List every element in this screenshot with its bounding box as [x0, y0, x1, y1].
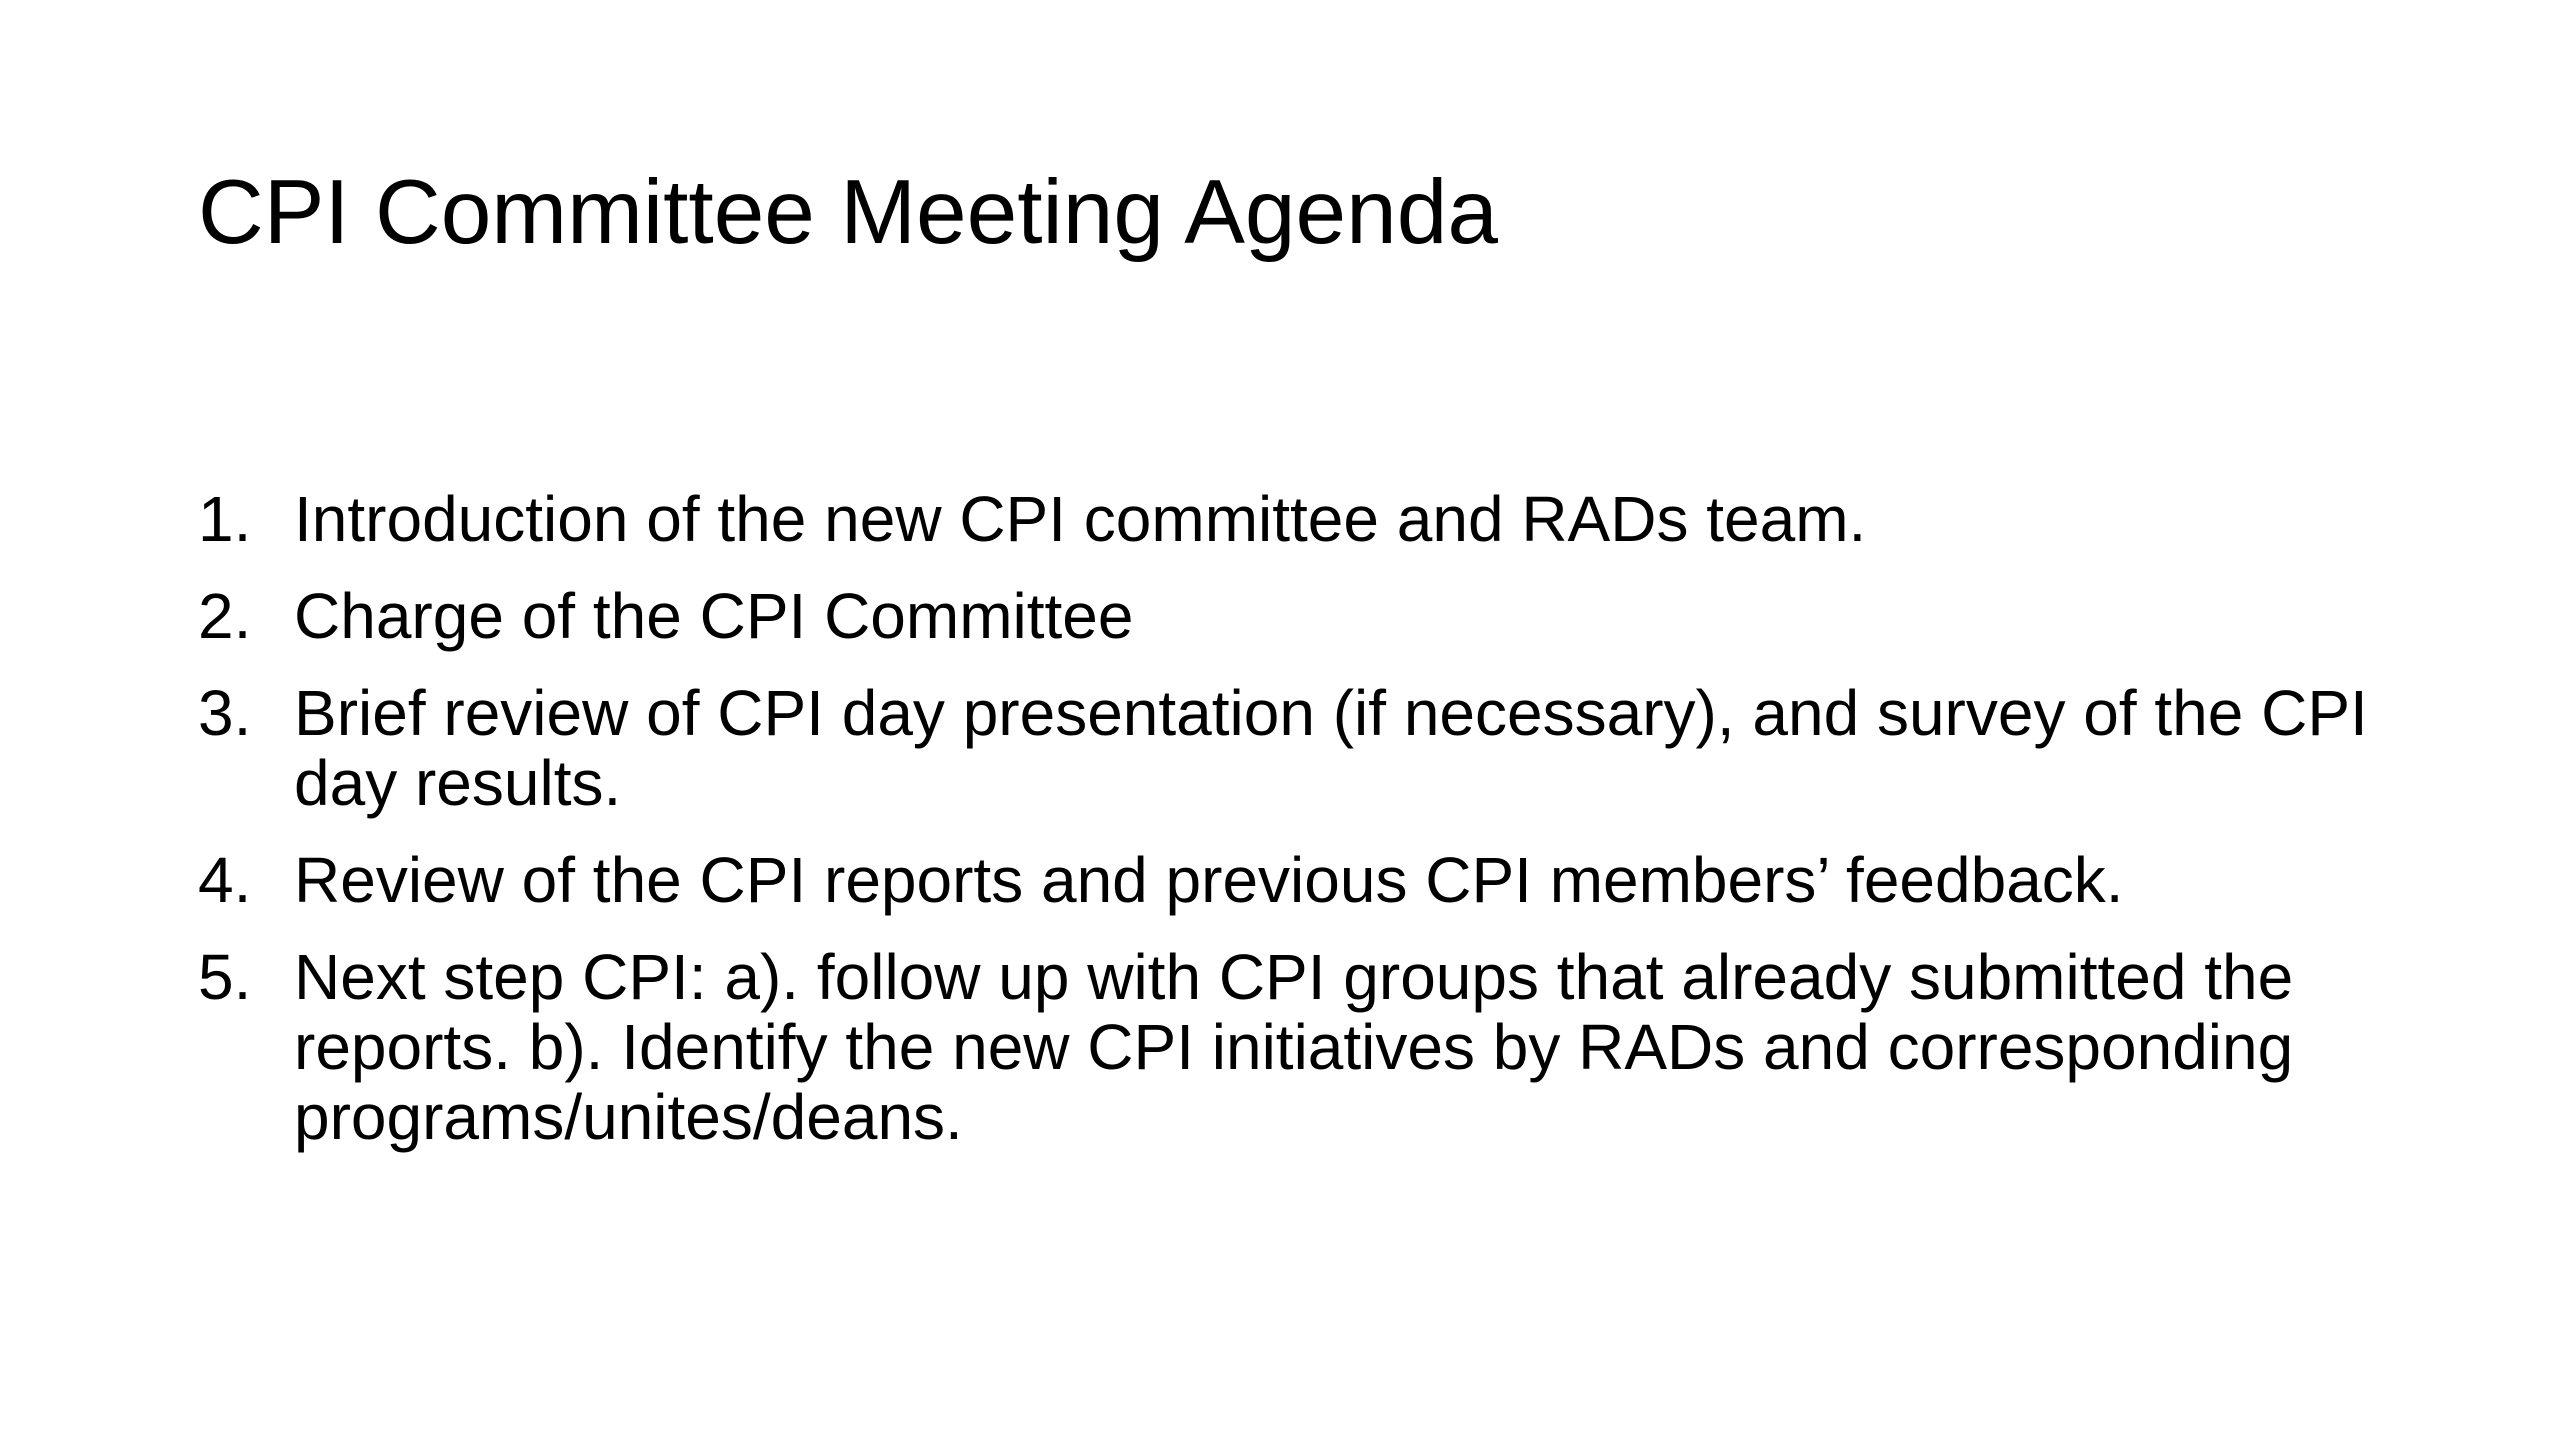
- agenda-item-2: [198, 581, 2398, 651]
- agenda-item-1: [198, 484, 2398, 554]
- agenda-item-number: 4.: [198, 844, 252, 916]
- slide-title: CPI Committee Meeting Agenda: [198, 162, 1498, 263]
- agenda-item-4: [198, 845, 2398, 915]
- agenda-item-text: Brief review of CPI day presentation (if necessary), and survey of the CPI day results.: [294, 677, 2368, 819]
- agenda-item-text: Review of the CPI reports and previous CPI members’ feedback.: [294, 844, 2124, 916]
- agenda-item-text: Introduction of the new CPI committee and RADs team.: [294, 483, 1867, 555]
- agenda-item-number: 3.: [198, 677, 252, 749]
- agenda-item-3: [198, 678, 2398, 818]
- agenda-item-number: 5.: [198, 941, 252, 1013]
- agenda-item-number: 2.: [198, 580, 252, 652]
- agenda-list: [198, 484, 2398, 1179]
- agenda-item-text: Next step CPI: a). follow up with CPI groups that already submitted the reports. b). Identify the new CPI initiatives by RADs and corresponding programs/unites/deans.: [294, 941, 2294, 1153]
- agenda-item-number: 1.: [198, 483, 252, 555]
- agenda-item-text: Charge of the CPI Committee: [294, 580, 1134, 652]
- agenda-item-5: [198, 942, 2398, 1152]
